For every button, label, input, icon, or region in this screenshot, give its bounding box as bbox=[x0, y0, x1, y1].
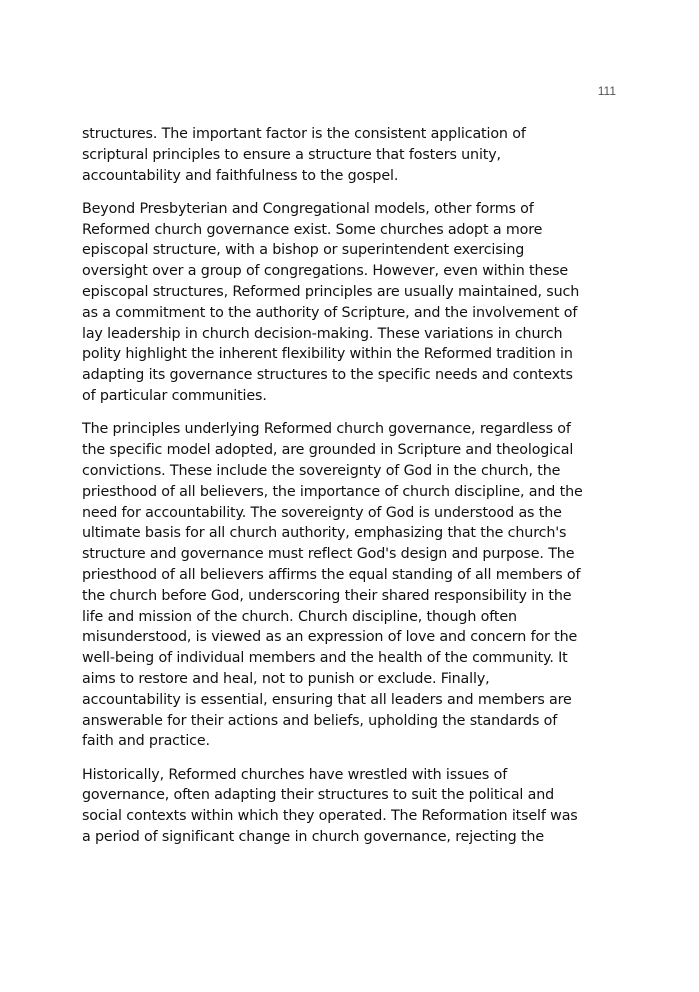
text-line: misunderstood, is viewed as an expression of love and concern for the bbox=[82, 629, 578, 646]
text-line: polity highlight the inherent flexibility within the Reformed tradition in bbox=[82, 346, 573, 363]
text-line: of particular communities. bbox=[82, 388, 267, 405]
paragraph-4 bbox=[82, 765, 622, 848]
text-line: Reformed church governance exist. Some churches adopt a more bbox=[82, 221, 543, 238]
text-line: lay leadership in church decision-making. These variations in church bbox=[82, 325, 563, 342]
text-line: priesthood of all believers, the importance of church discipline, and the bbox=[82, 483, 583, 500]
text-line: episcopal structures, Reformed principles are usually maintained, such bbox=[82, 284, 580, 301]
text-line: life and mission of the church. Church discipline, though often bbox=[82, 608, 517, 625]
text-line: accountability and faithfulness to the gospel. bbox=[82, 167, 399, 184]
text-line: scriptural principles to ensure a structure that fosters unity, bbox=[82, 146, 501, 163]
text-line: accountability is essential, ensuring that all leaders and members are bbox=[82, 691, 572, 708]
text-line: episcopal structure, with a bishop or superintendent exercising bbox=[82, 242, 525, 259]
text-line: priesthood of all believers affirms the equal standing of all members of bbox=[82, 566, 581, 583]
text-line: adapting its governance structures to the specific needs and contexts bbox=[82, 367, 573, 384]
text-line: structure and governance must reflect God's design and purpose. The bbox=[82, 546, 575, 563]
page-number: 111 bbox=[597, 84, 616, 98]
paragraph-3 bbox=[82, 419, 622, 752]
text-line: answerable for their actions and beliefs, upholding the standards of bbox=[82, 712, 558, 729]
text-line: the specific model adopted, are grounded in Scripture and theological bbox=[82, 442, 574, 459]
text-line: ultimate basis for all church authority, emphasizing that the church's bbox=[82, 525, 567, 542]
text-line: as a commitment to the authority of Scripture, and the involvement of bbox=[82, 304, 578, 321]
text-line: The principles underlying Reformed church governance, regardless of bbox=[82, 421, 571, 438]
text-line: oversight over a group of congregations. However, even within these bbox=[82, 263, 569, 280]
text-line: well-being of individual members and the health of the community. It bbox=[82, 650, 568, 667]
paragraph-1 bbox=[82, 124, 622, 186]
text-line: governance, often adapting their structures to suit the political and bbox=[82, 787, 555, 804]
text-line: need for accountability. The sovereignty of God is understood as the bbox=[82, 504, 562, 521]
paragraph-2 bbox=[82, 199, 622, 407]
text-line: faith and practice. bbox=[82, 733, 210, 750]
text-line: social contexts within which they operated. The Reformation itself was bbox=[82, 808, 578, 825]
text-line: aims to restore and heal, not to punish or exclude. Finally, bbox=[82, 670, 490, 687]
text-line: the church before God, underscoring their shared responsibility in the bbox=[82, 587, 572, 604]
body-text bbox=[82, 124, 622, 860]
text-line: structures. The important factor is the consistent application of bbox=[82, 126, 526, 142]
text-line: Historically, Reformed churches have wrestled with issues of bbox=[82, 766, 508, 783]
text-line: a period of significant change in church governance, rejecting the bbox=[82, 829, 544, 845]
text-line: convictions. These include the sovereignty of God in the church, the bbox=[82, 462, 561, 479]
text-line: Beyond Presbyterian and Congregational models, other forms of bbox=[82, 200, 534, 217]
